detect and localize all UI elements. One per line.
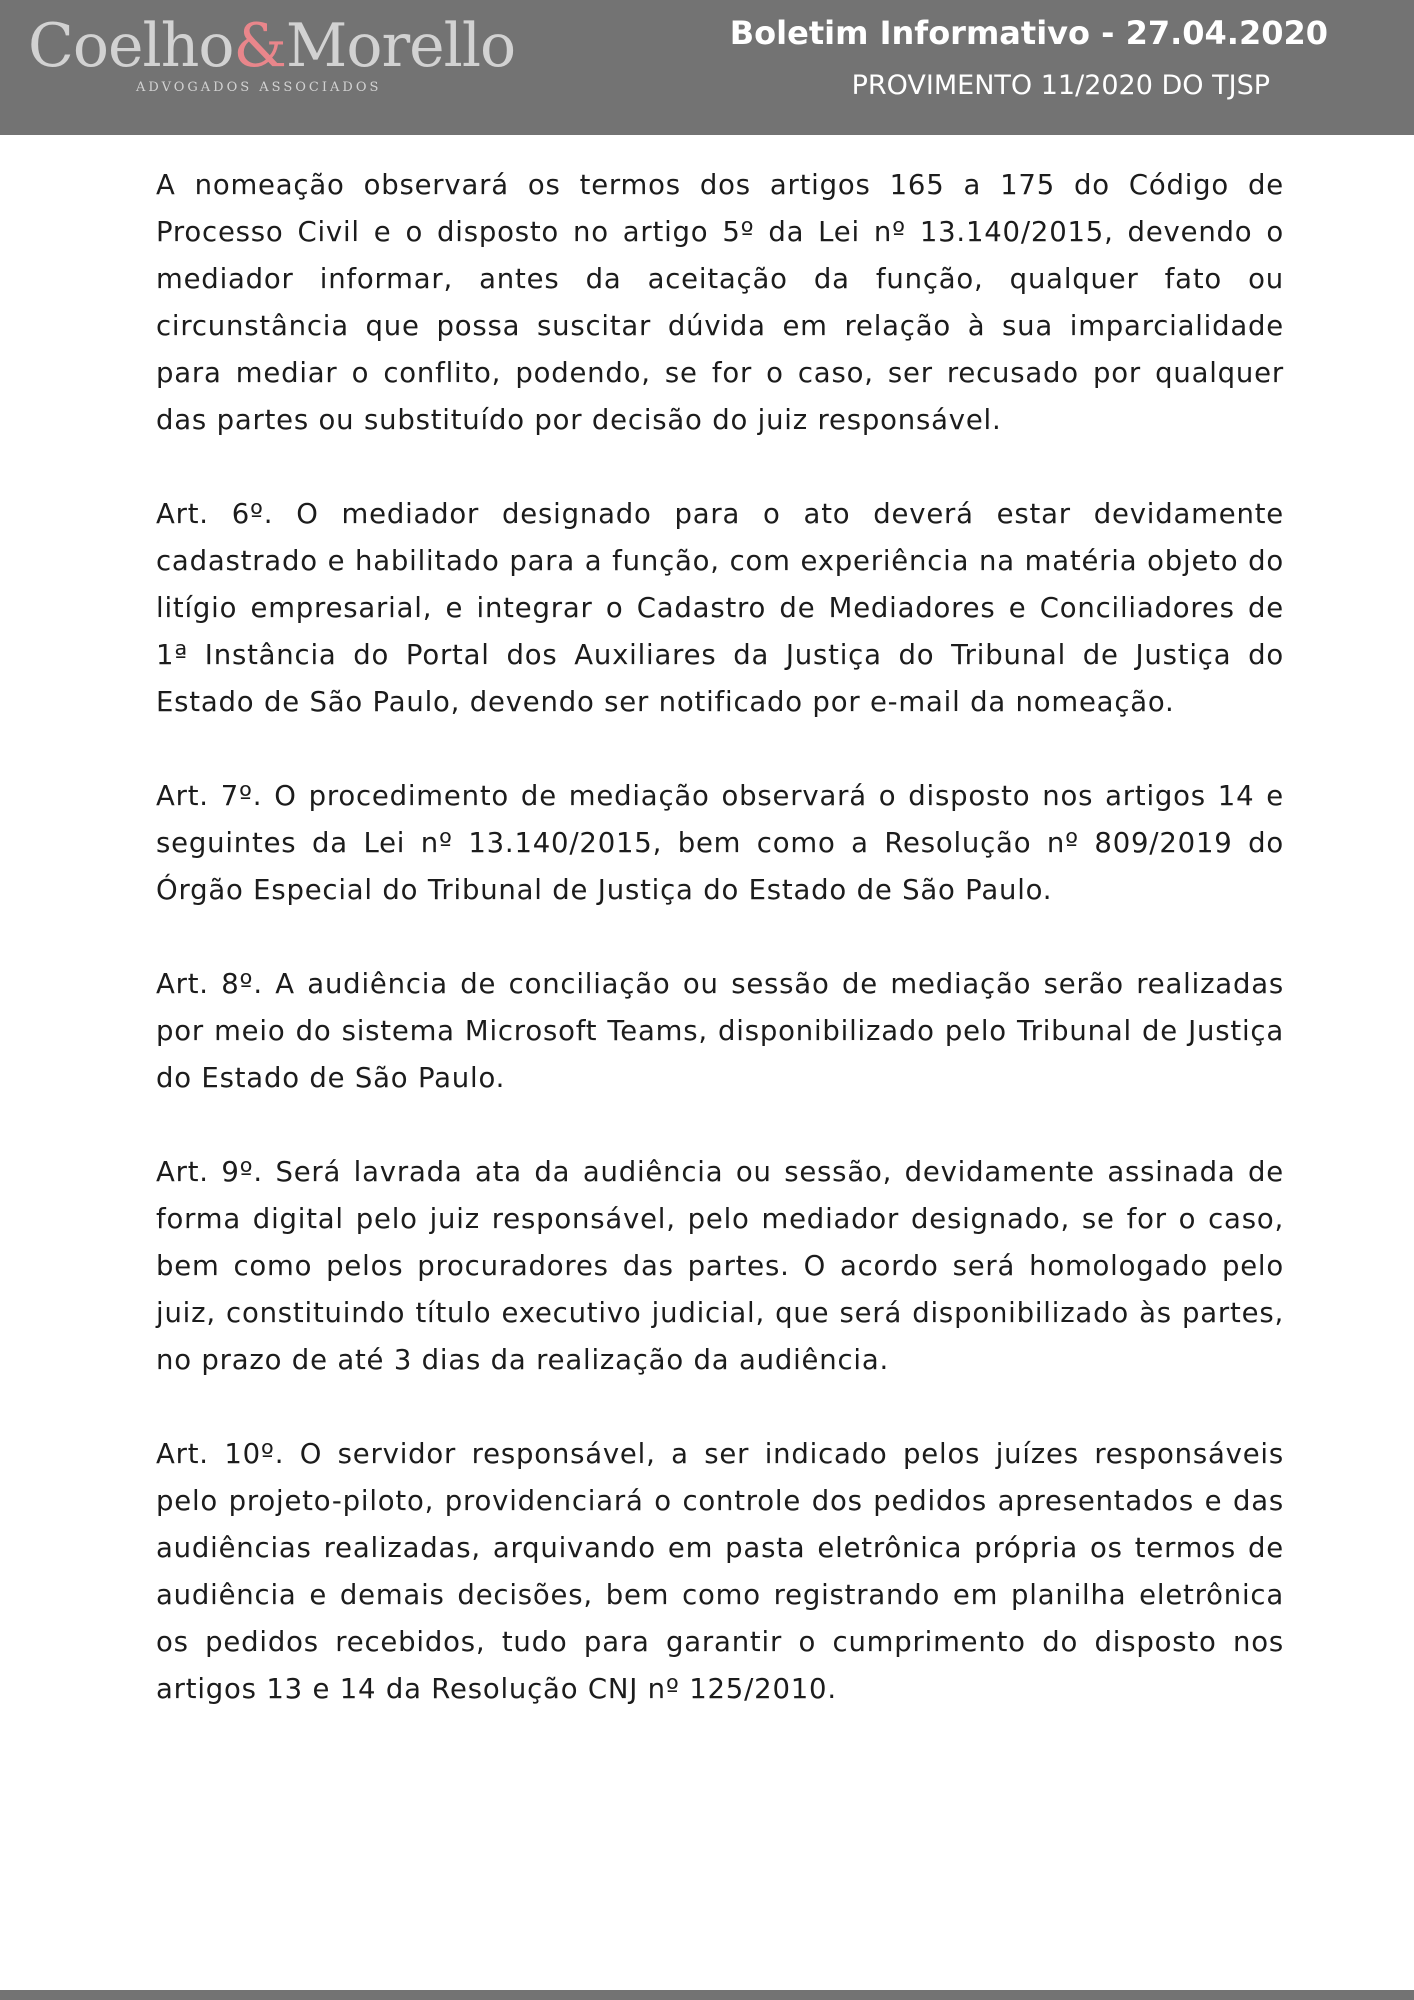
logo-ampersand: & — [233, 11, 286, 81]
bulletin-subtitle: PROVIMENTO 11/2020 DO TJSP — [851, 70, 1270, 101]
firm-logo — [28, 0, 528, 135]
bulletin-title: Boletim Informativo - 27.04.2020 — [729, 14, 1328, 52]
paragraph-art-9: Art. 9º. Será lavrada ata da audiência ou sessão, devidamente assinada de forma digital pelo juiz responsável, pelo mediador designado, se for o caso, bem como pelos procuradores das partes. O acordo será homologado pelo juiz, constituindo título executivo judicial, que será disponibilizado às partes, no prazo de até 3 dias da realização da audiência. — [156, 1156, 1284, 1376]
paragraph-art-7: Art. 7º. O procedimento de mediação observará o disposto nos artigos 14 e seguintes da Lei nº 13.140/2015, bem como a Resolução nº 809/2019 do Órgão Especial do Tribunal de Justiça do Estado de São Paulo. — [156, 780, 1284, 906]
paragraph-art-6: Art. 6º. O mediador designado para o ato deverá estar devidamente cadastrado e habilitado para a função, com experiência na matéria objeto do litígio empresarial, e integrar o Cadastro de Mediadores e Conciliadores de 1ª Instância do Portal dos Auxiliares da Justiça do Tribunal de Justiça do Estado de São Paulo, devendo ser notificado por e-mail da nomeação. — [156, 498, 1284, 718]
document-body — [156, 162, 1284, 1760]
paragraph-art-10: Art. 10º. O servidor responsável, a ser indicado pelos juízes responsáveis pelo projeto-piloto, providenciará o controle dos pedidos apresentados e das audiências realizadas, arquivando em pasta eletrônica própria os termos de audiência e demais decisões, bem como registrando em planilha eletrônica os pedidos recebidos, tudo para garantir o cumprimento do disposto nos artigos 13 e 14 da Resolução CNJ nº 125/2010. — [156, 1438, 1284, 1705]
logo-tagline: ADVOGADOS ASSOCIADOS — [136, 80, 382, 95]
footer-bar — [0, 1990, 1414, 2000]
paragraph-nomeacao: A nomeação observará os termos dos artigos 165 a 175 do Código de Processo Civil e o disposto no artigo 5º da Lei nº 13.140/2015, devendo o mediador informar, antes da aceitação da função, qualquer fato ou circunstância que possa suscitar dúvida em relação à sua imparcialidade para mediar o conflito, podendo, se for o caso, ser recusado por qualquer das partes ou substituído por decisão do juiz responsável. — [156, 169, 1284, 436]
logo-name-part2: Morello — [285, 11, 516, 81]
paragraph-art-8: Art. 8º. A audiência de conciliação ou sessão de mediação serão realizadas por meio do sistema Microsoft Teams, disponibilizado pelo Tribunal de Justiça do Estado de São Paulo. — [156, 968, 1284, 1094]
logo-name-part1: Coelho — [28, 11, 234, 81]
page-header — [0, 0, 1414, 135]
logo-wordmark — [28, 6, 515, 86]
